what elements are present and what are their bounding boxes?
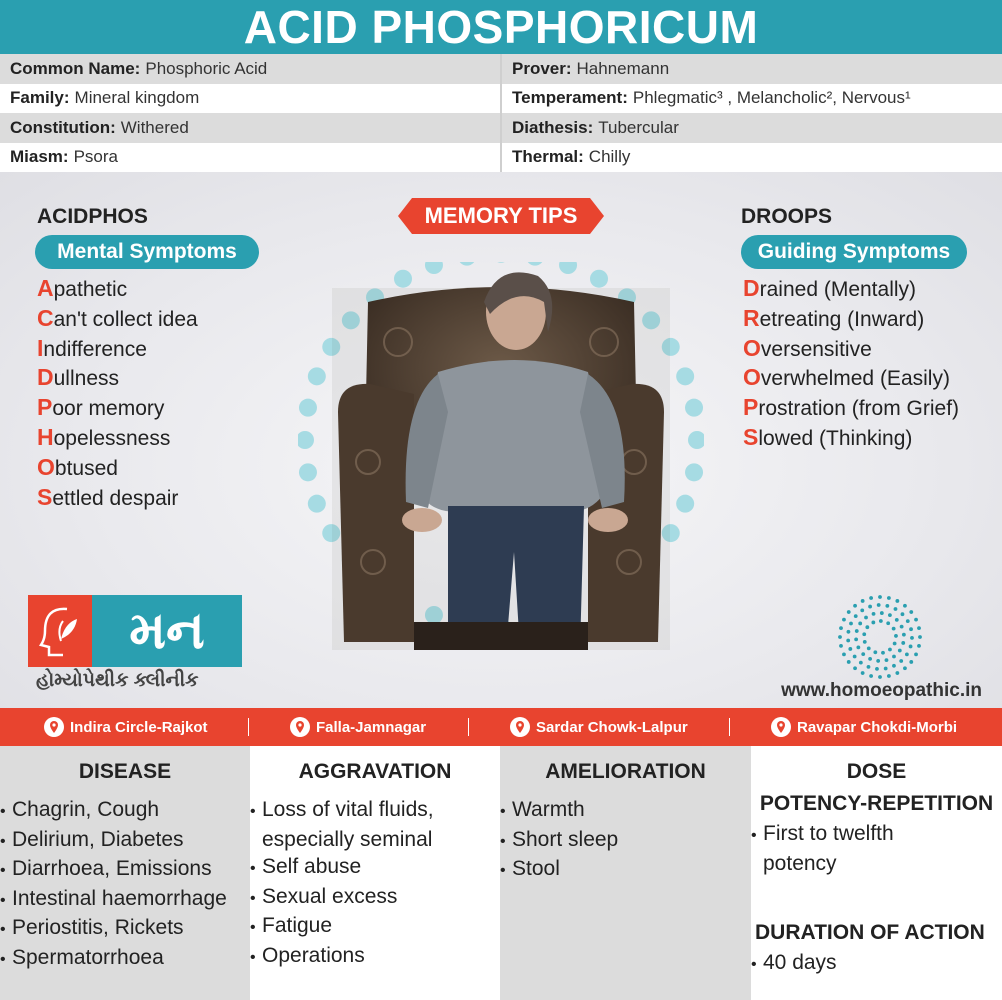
spiral-dot xyxy=(847,660,851,664)
aggravation-list xyxy=(244,796,500,972)
acidphos-list xyxy=(37,274,198,512)
mnemonic-rest: ullness xyxy=(53,367,119,391)
spiral-dot xyxy=(917,644,921,648)
ring-dot xyxy=(394,270,412,288)
spiral-dot xyxy=(853,655,857,659)
spiral-dot xyxy=(861,652,865,656)
mnemonic-rest: rostration (from Grief) xyxy=(758,397,960,421)
mnemonic-item xyxy=(37,483,198,513)
spiral-dot xyxy=(895,671,899,675)
spiral-dot xyxy=(876,659,880,663)
list-item: • Stool xyxy=(494,855,751,885)
list-item: • 40 days xyxy=(745,949,1002,979)
mnemonic-item xyxy=(37,423,198,453)
droops-word: DROOPS xyxy=(741,205,833,228)
mnemonic-initial: C xyxy=(37,304,54,331)
spiral-dot xyxy=(878,675,882,679)
spiral-dot xyxy=(899,659,903,663)
locations-bar xyxy=(0,708,1002,746)
mnemonic-initial: D xyxy=(743,275,760,301)
mnemonic-rest: etreating (Inward) xyxy=(759,307,925,331)
ring-dot xyxy=(676,495,694,513)
spiral-dot xyxy=(842,618,846,622)
info-left-column xyxy=(0,54,500,172)
page-title: ACID PHOSPHORICUM xyxy=(243,1,759,53)
mnemonic-initial: P xyxy=(743,394,759,421)
spiral-dot xyxy=(868,657,872,661)
spiral-dot xyxy=(871,621,875,625)
map-pin-icon xyxy=(510,717,530,737)
disease-column xyxy=(0,746,250,1000)
spiral-dot xyxy=(901,612,905,616)
list-item: • First to twelfth xyxy=(745,820,1002,850)
info-row: Thermal: Chilly xyxy=(512,147,631,167)
spiral-dot xyxy=(861,671,865,675)
logo-main-text: મન xyxy=(92,595,242,667)
spiral-dot xyxy=(893,642,897,646)
spiral-dot xyxy=(903,666,907,670)
spiral-dot xyxy=(877,603,881,607)
mnemonic-item xyxy=(37,304,198,334)
disease-heading: DISEASE xyxy=(78,760,172,783)
ring-dot xyxy=(685,399,703,417)
duration-list xyxy=(745,949,1002,979)
info-table xyxy=(0,54,1002,172)
ring-dot xyxy=(685,463,703,481)
spiral-dot xyxy=(898,649,902,653)
list-item: • Sexual excess xyxy=(244,883,500,913)
info-row: Miasm: Psora xyxy=(10,147,118,167)
list-item: • Operations xyxy=(244,942,500,972)
list-item: • Warmth xyxy=(494,796,751,826)
spiral-dot xyxy=(863,640,867,644)
spiral-dot xyxy=(886,621,890,625)
spiral-dot xyxy=(867,665,871,669)
list-item: • Diarrhoea, Emissions xyxy=(0,855,250,885)
mnemonic-rest: an't collect idea xyxy=(53,307,198,331)
mnemonic-rest: oor memory xyxy=(52,397,165,421)
amelioration-heading: AMELIORATION xyxy=(545,760,706,783)
mnemonic-rest: pathetic xyxy=(53,278,128,301)
spiral-dot xyxy=(894,607,898,611)
list-item: • Delirium, Diabetes xyxy=(0,826,250,856)
spiral-dot xyxy=(864,616,868,620)
spiral-dot xyxy=(895,618,899,622)
mnemonic-initial: O xyxy=(743,364,761,391)
spiral-dot xyxy=(894,634,898,638)
memory-tips-tag xyxy=(398,198,604,234)
ring-dot xyxy=(299,463,317,481)
spiral-dot xyxy=(887,674,891,678)
dose-column xyxy=(751,746,1002,1000)
mnemonic-rest: rained (Mentally) xyxy=(759,278,917,301)
ring-dot xyxy=(425,262,443,274)
spiral-dot xyxy=(901,641,905,645)
map-pin-icon xyxy=(44,717,64,737)
mnemonic-item xyxy=(37,363,198,393)
spiral-dot xyxy=(861,599,865,603)
list-item: • Intestinal haemorrhage xyxy=(0,885,250,915)
spiral-dot xyxy=(868,605,872,609)
title-bar xyxy=(0,0,1002,54)
aggravation-heading: AGGRAVATION xyxy=(298,760,452,783)
spiral-dot xyxy=(884,667,888,671)
info-right-column xyxy=(502,54,1002,172)
mnemonic-item xyxy=(743,274,959,304)
location-separator xyxy=(248,718,249,736)
logo-subtitle: હોમ્યોપેથીક ક્લીનીક xyxy=(36,670,199,691)
spiral-dot xyxy=(888,648,892,652)
location-item[interactable]: Sardar Chowk-Lalpur xyxy=(510,708,688,746)
spiral-dot xyxy=(858,622,862,626)
mnemonic-item xyxy=(743,393,959,423)
mnemonic-item xyxy=(743,363,959,393)
list-item: • Periostitis, Rickets xyxy=(0,914,250,944)
spiral-dot xyxy=(900,625,904,629)
spiral-dot xyxy=(914,652,918,656)
mnemonic-initial: R xyxy=(743,304,760,331)
spiral-dot xyxy=(909,610,913,614)
mnemonic-item xyxy=(37,274,198,304)
map-pin-icon xyxy=(771,717,791,737)
spiral-dot xyxy=(860,608,864,612)
mental-symptoms-pill: Mental Symptoms xyxy=(35,235,259,269)
spiral-dot xyxy=(879,619,883,623)
spiral-dot xyxy=(892,664,896,668)
mnemonic-item xyxy=(37,393,198,423)
mnemonic-initial: A xyxy=(37,275,54,301)
spiral-dot xyxy=(914,618,918,622)
spiral-dots-icon xyxy=(838,595,922,679)
mnemonic-initial: O xyxy=(37,453,55,480)
spiral-dot xyxy=(910,636,914,640)
website-url[interactable]: www.homoeopathic.in xyxy=(781,680,982,701)
spiral-dot xyxy=(905,652,909,656)
spiral-dot xyxy=(842,652,846,656)
mnemonic-rest: btused xyxy=(54,456,118,480)
spiral-dot xyxy=(917,626,921,630)
spiral-dot xyxy=(849,622,853,626)
spiral-dot xyxy=(853,604,857,608)
mnemonic-rest: lowed (Thinking) xyxy=(758,426,913,450)
mnemonic-rest: ndifference xyxy=(43,337,147,361)
mnemonic-initial: I xyxy=(37,334,44,361)
ring-dot xyxy=(308,495,326,513)
ring-dot xyxy=(492,262,510,263)
mnemonic-rest: versensitive xyxy=(760,337,872,361)
spiral-dot xyxy=(853,666,857,670)
mnemonic-item xyxy=(743,304,959,334)
mnemonic-item xyxy=(743,334,959,364)
spiral-dot xyxy=(862,632,866,636)
spiral-dot xyxy=(892,627,896,631)
location-item[interactable]: Indira Circle-Rajkot xyxy=(44,708,208,746)
info-row: Temperament: Phlegmatic³ , Melancholic², Nervous¹ xyxy=(512,88,911,108)
spiral-dot xyxy=(875,667,879,671)
ring-dot xyxy=(299,399,317,417)
mnemonic-initial: D xyxy=(37,364,54,391)
spiral-dot xyxy=(909,645,913,649)
location-separator xyxy=(468,718,469,736)
spiral-dot xyxy=(848,647,852,651)
spiral-dot xyxy=(856,645,860,649)
spiral-dot xyxy=(895,599,899,603)
duration-heading: DURATION OF ACTION xyxy=(755,921,985,945)
mnemonic-rest: ettled despair xyxy=(52,486,179,510)
spiral-dot xyxy=(903,604,907,608)
spiral-dot xyxy=(878,595,882,599)
dose-list xyxy=(745,820,1002,877)
spiral-dot xyxy=(888,613,892,617)
spiral-dot xyxy=(885,604,889,608)
ring-dot xyxy=(559,262,577,274)
info-row: Family: Mineral kingdom xyxy=(10,88,200,108)
ring-dot xyxy=(688,431,704,449)
list-item: potency xyxy=(763,851,837,875)
droops-list xyxy=(743,274,959,453)
mnemonic-initial: H xyxy=(37,423,54,450)
acidphos-word: ACIDPHOS xyxy=(37,205,148,228)
mnemonic-item xyxy=(37,453,198,483)
location-item[interactable]: Falla-Jamnagar xyxy=(290,708,426,746)
spiral-dot xyxy=(859,661,863,665)
amelioration-list xyxy=(494,796,751,885)
list-item: especially seminal xyxy=(262,827,433,851)
info-row: Prover: Hahnemann xyxy=(502,54,1002,84)
spiral-dot xyxy=(867,646,871,650)
mnemonic-initial: P xyxy=(37,394,53,421)
mnemonic-initial: S xyxy=(37,483,53,510)
aggravation-column xyxy=(250,746,500,1000)
spiral-dot xyxy=(855,629,859,633)
spiral-dot xyxy=(872,612,876,616)
list-item: • Short sleep xyxy=(494,826,751,856)
mnemonic-rest: verwhelmed (Easily) xyxy=(760,367,950,391)
info-row: Diathesis: Tubercular xyxy=(502,113,1002,143)
mnemonic-item xyxy=(743,423,959,453)
info-row: Constitution: Withered xyxy=(0,113,500,143)
ring-dot xyxy=(526,262,544,266)
details-grid xyxy=(0,746,1002,1000)
spiral-dot xyxy=(838,635,842,639)
spiral-dot xyxy=(854,637,858,641)
spiral-dot xyxy=(887,596,891,600)
spiral-dot xyxy=(839,626,843,630)
map-pin-icon xyxy=(290,717,310,737)
mnemonic-item xyxy=(37,334,198,364)
ring-dot xyxy=(590,270,608,288)
spiral-dot xyxy=(906,619,910,623)
spiral-dot xyxy=(902,633,906,637)
spiral-dot xyxy=(865,625,869,629)
spiral-dot xyxy=(869,674,873,678)
ring-dot xyxy=(298,431,314,449)
dose-heading: DOSE POTENCY-REPETITION xyxy=(759,760,994,815)
spiral-dot xyxy=(880,611,884,615)
ring-dot xyxy=(458,262,476,266)
head-leaf-icon xyxy=(28,595,92,667)
mnemonic-initial: O xyxy=(743,334,761,361)
spiral-dot xyxy=(854,614,858,618)
woman-in-armchair-image xyxy=(298,262,704,650)
location-separator xyxy=(729,718,730,736)
spiral-dot xyxy=(881,651,885,655)
mnemonic-initial: S xyxy=(743,423,759,450)
ring-dot xyxy=(676,367,694,385)
clinic-logo xyxy=(28,595,242,667)
list-item: • Loss of vital fluids, xyxy=(244,796,500,826)
amelioration-column xyxy=(500,746,751,1000)
spiral-dot xyxy=(909,627,913,631)
spiral-dot xyxy=(909,660,913,664)
spiral-dot xyxy=(869,596,873,600)
spiral-dot xyxy=(918,635,922,639)
info-row: Common Name: Phosphoric Acid xyxy=(0,54,500,84)
location-item[interactable]: Ravapar Chokdi-Morbi xyxy=(771,708,957,746)
list-item: • Fatigue xyxy=(244,912,500,942)
spiral-dot xyxy=(839,644,843,648)
spiral-dot xyxy=(846,639,850,643)
ring-dot xyxy=(308,367,326,385)
guiding-symptoms-pill: Guiding Symptoms xyxy=(741,235,967,269)
list-item: • Self abuse xyxy=(244,853,500,883)
spiral-dot xyxy=(847,630,851,634)
list-item: • Spermatorrhoea xyxy=(0,944,250,974)
disease-list xyxy=(0,796,250,974)
list-item: • Chagrin, Cough xyxy=(0,796,250,826)
spiral-dot xyxy=(885,658,889,662)
spiral-dot xyxy=(892,655,896,659)
spiral-dot xyxy=(873,650,877,654)
memory-tips-label: MEMORY TIPS xyxy=(424,203,578,228)
mnemonic-rest: opelessness xyxy=(53,426,171,450)
spiral-dot xyxy=(847,610,851,614)
